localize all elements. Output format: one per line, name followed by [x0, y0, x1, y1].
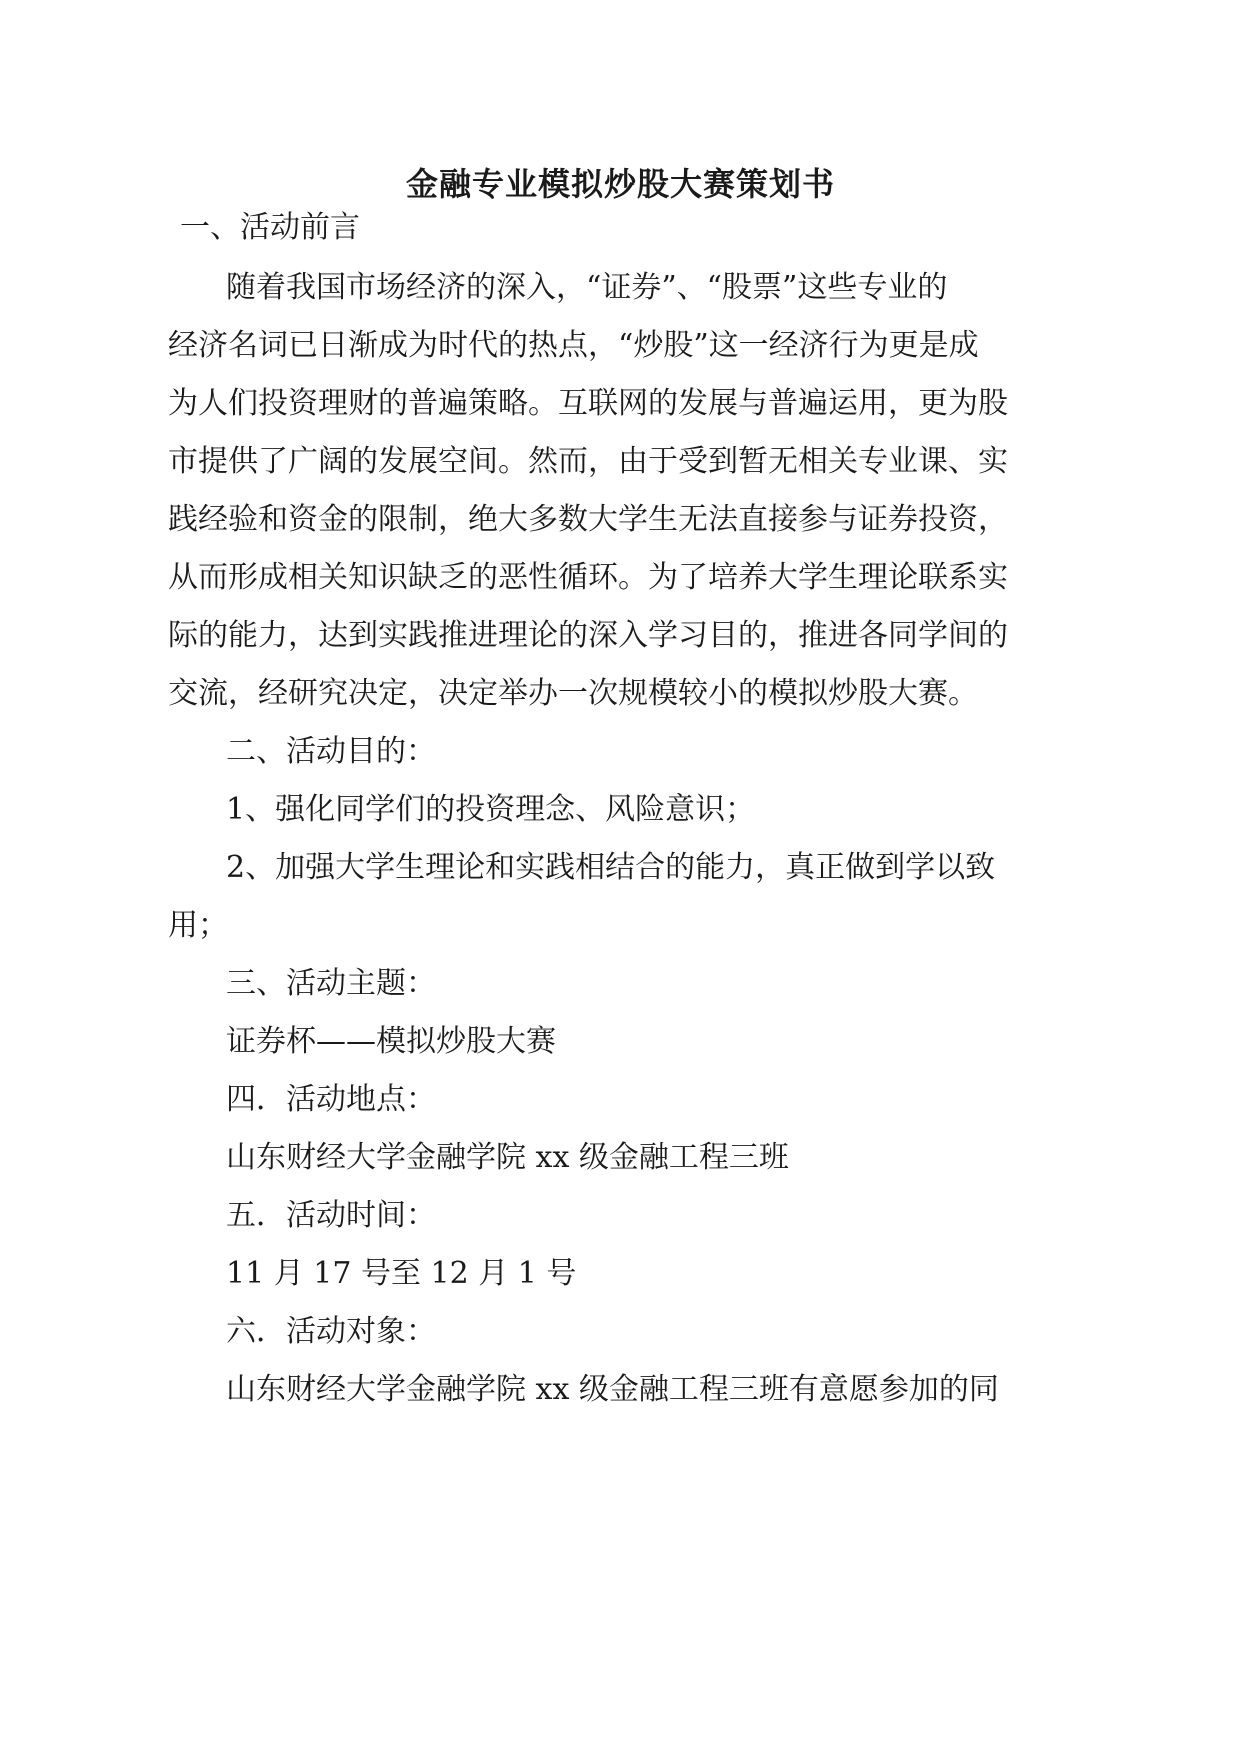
- section-heading-preface: 一、活动前言: [180, 210, 360, 245]
- section-heading-time: 五．活动时间：: [226, 1198, 436, 1233]
- preface-line: 随着我国市场经济的深入，“证券”、“股票”这些专业的: [226, 270, 948, 305]
- preface-line: 市提供了广阔的发展空间。然而，由于受到暂无相关专业课、实: [168, 444, 1008, 479]
- preface-line: 践经验和资金的限制，绝大多数大学生无法直接参与证券投资，: [168, 502, 1008, 537]
- audience-text: 山东财经大学金融学院 xx 级金融工程三班有意愿参加的同: [226, 1372, 999, 1407]
- purpose-item-1: 1、强化同学们的投资理念、风险意识；: [226, 792, 756, 827]
- preface-line: 际的能力，达到实践推进理论的深入学习目的，推进各同学间的: [168, 618, 1008, 653]
- section-heading-location: 四．活动地点：: [226, 1082, 436, 1117]
- document-title: 金融专业模拟炒股大赛策划书: [405, 165, 835, 203]
- purpose-item-2-continued: 用；: [168, 908, 228, 943]
- theme-text: 证券杯——模拟炒股大赛: [226, 1024, 556, 1059]
- preface-line: 从而形成相关知识缺乏的恶性循环。为了培养大学生理论联系实: [168, 560, 1008, 595]
- preface-line: 为人们投资理财的普遍策略。互联网的发展与普遍运用，更为股: [168, 386, 1008, 421]
- preface-line: 经济名词已日渐成为时代的热点，“炒股”这一经济行为更是成: [168, 328, 979, 363]
- section-heading-purpose: 二、活动目的：: [226, 734, 436, 769]
- section-heading-theme: 三、活动主题：: [226, 966, 436, 1001]
- preface-line: 交流，经研究决定，决定举办一次规模较小的模拟炒股大赛。: [168, 676, 978, 711]
- section-heading-audience: 六．活动对象：: [226, 1314, 436, 1349]
- time-text: 11 月 17 号至 12 月 1 号: [226, 1256, 577, 1291]
- location-text: 山东财经大学金融学院 xx 级金融工程三班: [226, 1140, 789, 1175]
- purpose-item-2: 2、加强大学生理论和实践相结合的能力，真正做到学以致: [226, 850, 996, 885]
